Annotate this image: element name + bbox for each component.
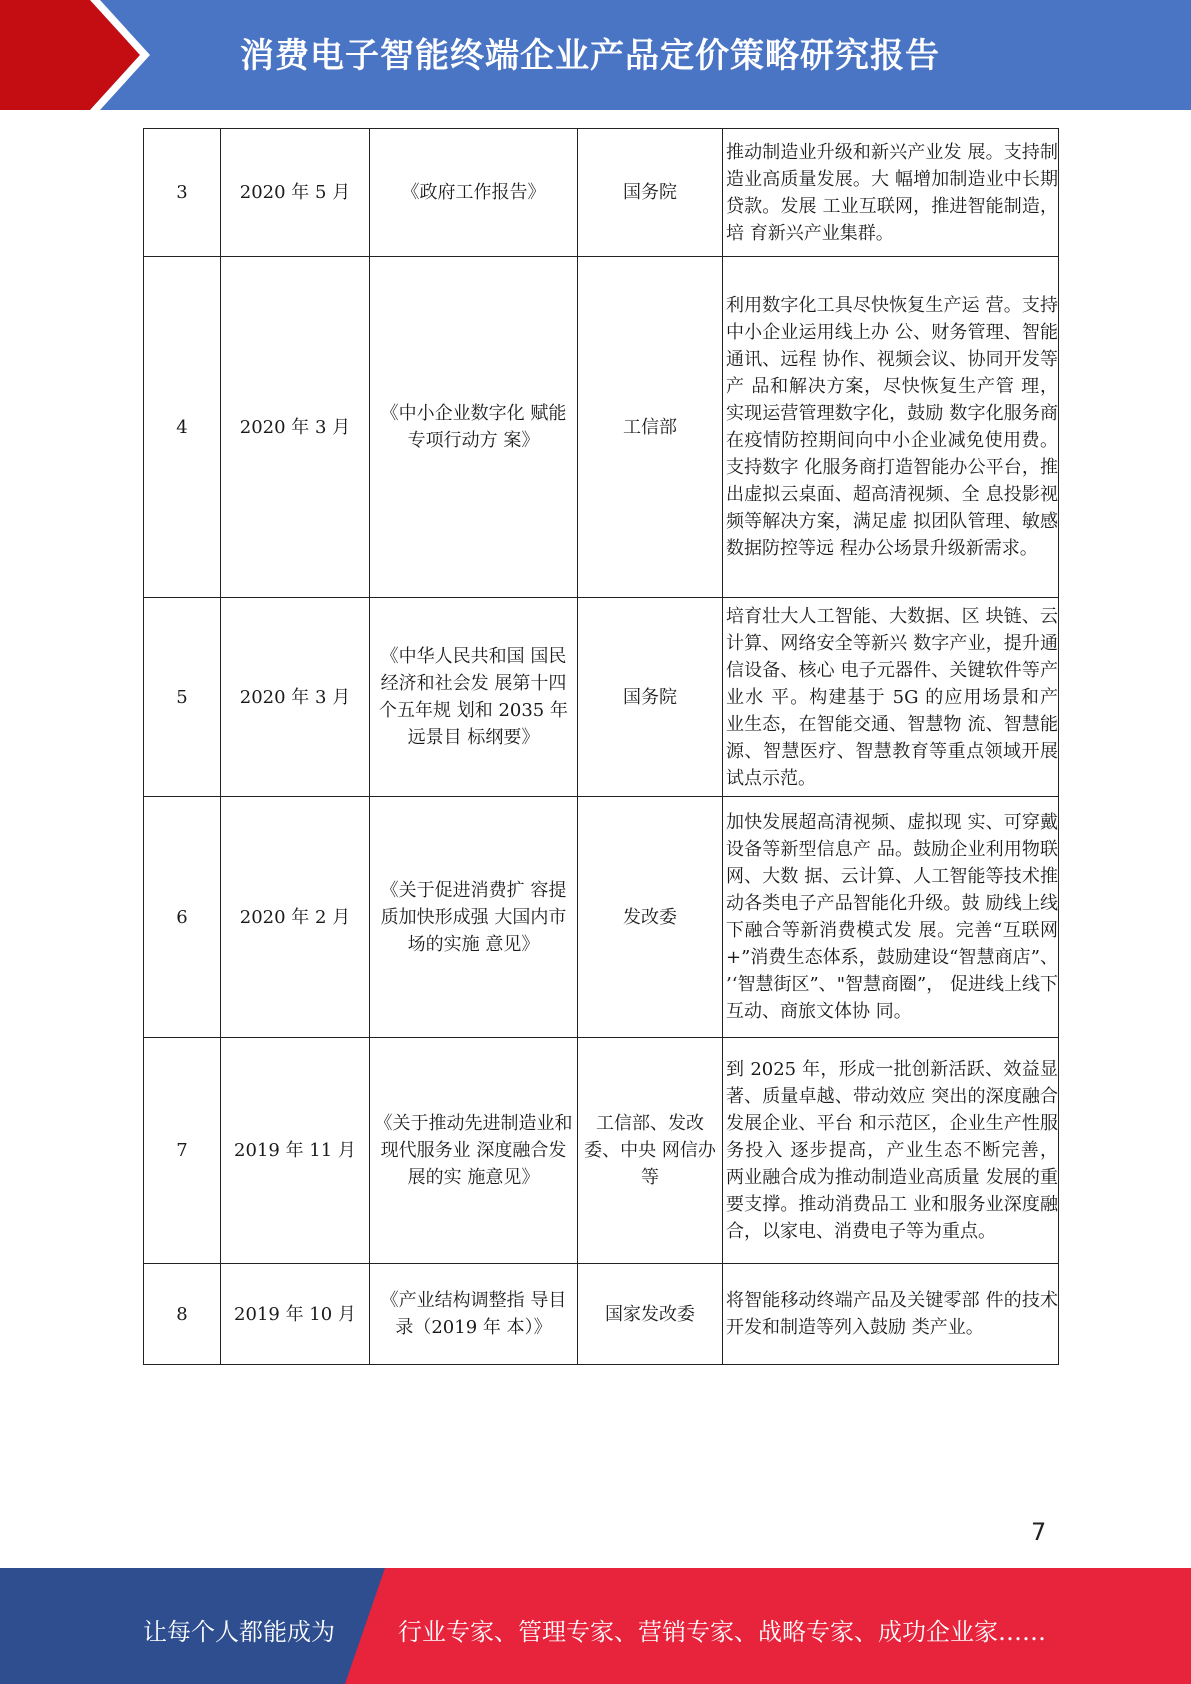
row-content: 利用数字化工具尽快恢复生产运 营。支持中小企业运用线上办 公、财务管理、智能通讯、远程 协作、视频会议、协同开发等产 品和解决方案，尽快恢复生产管 理，实现运营管理数字化，鼓励 数字化服务商在疫情防控期间向中小企业减免使用费。支持数字 化服务商打造智能办公平台，推 出虚拟云桌面、超高清视频、全 息投影视频等解决方案，满足虚 拟团队管理、敏感数据防控等远 程办公场景升级新需求。 bbox=[723, 257, 1059, 598]
row-policy-name: 《中华人民共和国 国民经济和社会发 展第十四个五年规 划和 2035 年远景目 标纲要》 bbox=[370, 598, 578, 797]
row-number: 4 bbox=[144, 257, 221, 598]
row-number: 6 bbox=[144, 797, 221, 1038]
row-department: 工信部 bbox=[578, 257, 723, 598]
row-policy-name: 《关于推动先进制造业和现代服务业 深度融合发展的实 施意见》 bbox=[370, 1038, 578, 1264]
row-policy-name: 《关于促进消费扩 容提质加快形成强 大国内市场的实施 意见》 bbox=[370, 797, 578, 1038]
table-row bbox=[144, 598, 1059, 797]
footer-slogan-left: 让每个人都能成为 bbox=[143, 1618, 335, 1646]
table-row bbox=[144, 257, 1059, 598]
row-date: 2019 年 10 月 bbox=[221, 1264, 370, 1365]
row-content: 加快发展超高清视频、虚拟现 实、可穿戴设备等新型信息产 品。鼓励企业利用物联网、大数 据、云计算、人工智能等技术推 动各类电子产品智能化升级。鼓 励线上线下融合等新消费模式发 展。完善“互联网+”消费生态体系，鼓励建设“智慧商店”、 ’‘智慧街区”、"智慧商圈”， 促进线上线下互动、商旅文体协 同。 bbox=[723, 797, 1059, 1038]
row-content: 推动制造业升级和新兴产业发 展。支持制造业高质量发展。大 幅增加制造业中长期贷款。发展 工业互联网，推进智能制造，培 育新兴产业集群。 bbox=[723, 129, 1059, 257]
header-chevron-decoration bbox=[0, 0, 160, 110]
table-row bbox=[144, 1038, 1059, 1264]
row-number: 3 bbox=[144, 129, 221, 257]
row-number: 7 bbox=[144, 1038, 221, 1264]
table-row bbox=[144, 129, 1059, 257]
row-number: 5 bbox=[144, 598, 221, 797]
page-number: 7 bbox=[1031, 1518, 1047, 1546]
row-department: 发改委 bbox=[578, 797, 723, 1038]
policy-table bbox=[143, 128, 1059, 1365]
footer-slogan-right: 行业专家、管理专家、营销专家、战略专家、成功企业家…… bbox=[398, 1618, 1046, 1646]
row-department: 国家发改委 bbox=[578, 1264, 723, 1365]
table-row bbox=[144, 1264, 1059, 1365]
row-content: 将智能移动终端产品及关键零部 件的技术开发和制造等列入鼓励 类产业。 bbox=[723, 1264, 1059, 1365]
row-date: 2020 年 3 月 bbox=[221, 257, 370, 598]
table-row bbox=[144, 797, 1059, 1038]
row-department: 工信部、发改委、中央 网信办等 bbox=[578, 1038, 723, 1264]
row-content: 到 2025 年，形成一批创新活跃、效益显著、质量卓越、带动效应 突出的深度融合发展企业、平台 和示范区，企业生产性服务投入 逐步提高，产业生态不断完善， 两业融合成为推动制造业高质量 发展的重要支撑。推动消费品工 业和服务业深度融合，以家电、消费电子等为重点。 bbox=[723, 1038, 1059, 1264]
row-date: 2020 年 5 月 bbox=[221, 129, 370, 257]
row-date: 2020 年 2 月 bbox=[221, 797, 370, 1038]
row-policy-name: 《产业结构调整指 导目录（2019 年 本）》 bbox=[370, 1264, 578, 1365]
row-content: 培育壮大人工智能、大数据、区 块链、云计算、网络安全等新兴 数字产业，提升通信设备、核心 电子元器件、关键软件等产业水 平。构建基于 5G 的应用场景和产 业生态，在智能交通、智慧物 流、智慧能源、智慧医疗、智慧教育等重点领域开展试点示范。 bbox=[723, 598, 1059, 797]
row-date: 2020 年 3 月 bbox=[221, 598, 370, 797]
row-policy-name: 《中小企业数字化 赋能专项行动方 案》 bbox=[370, 257, 578, 598]
row-department: 国务院 bbox=[578, 129, 723, 257]
page-footer bbox=[0, 1568, 1191, 1684]
row-department: 国务院 bbox=[578, 598, 723, 797]
row-number: 8 bbox=[144, 1264, 221, 1365]
row-date: 2019 年 11 月 bbox=[221, 1038, 370, 1264]
page-header bbox=[0, 0, 1191, 110]
row-policy-name: 《政府工作报告》 bbox=[370, 129, 578, 257]
report-title: 消费电子智能终端企业产品定价策略研究报告 bbox=[240, 36, 940, 76]
